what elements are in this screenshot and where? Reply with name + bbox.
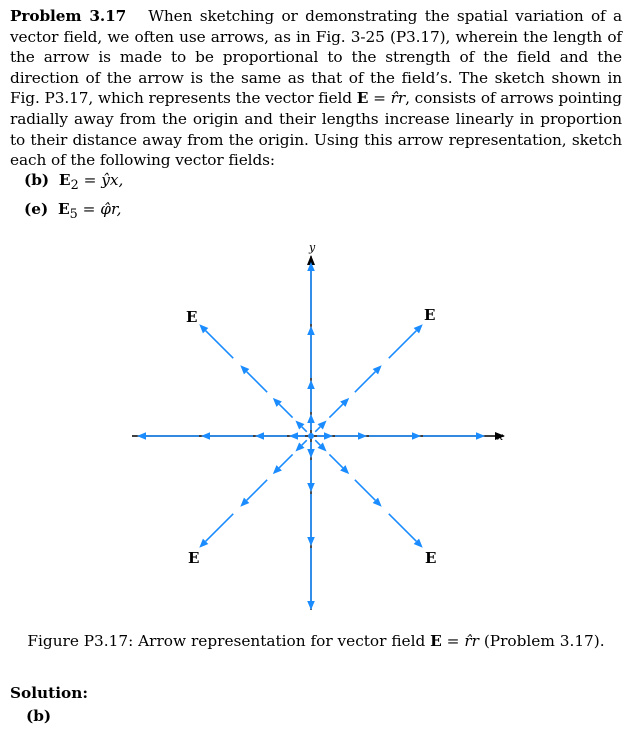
x-axis-label: x: [497, 430, 504, 443]
solution-heading: Solution:: [10, 684, 89, 702]
field-arrow-up-3: [307, 326, 315, 378]
item-b-symbol: E: [58, 171, 71, 189]
item-b-label: (b): [24, 171, 50, 189]
field-arrow-upper-left-3: [240, 365, 267, 392]
item-e: [24, 199, 122, 225]
field-arrow-lower-left-2: [273, 454, 293, 474]
field-arrow-lower-right-2: [329, 454, 349, 474]
field-arrow-upper-right-3: [355, 365, 382, 392]
field-arrow-left-1: [289, 432, 305, 440]
field-arrow-upper-right-2: [329, 398, 349, 418]
label-upper-right: E: [424, 306, 436, 324]
field-arrow-upper-right-4: [389, 324, 423, 358]
problem-label: Problem 3.17: [10, 7, 127, 25]
field-arrow-upper-left-2: [273, 398, 293, 418]
field-arrow-right-1: [317, 432, 333, 440]
caption-prefix: Figure P3.17: Arrow representation for vector field: [27, 632, 431, 650]
item-e-symbol: E: [57, 200, 70, 218]
vector-field-figure: [120, 240, 520, 620]
problem-statement: [10, 6, 622, 171]
field-arrow-up-2: [307, 380, 315, 412]
field-expression: = r̂r: [368, 89, 406, 108]
field-arrow-left-4: [137, 432, 199, 440]
field-arrow-lower-left-4: [199, 514, 233, 548]
field-arrow-lower-left-3: [240, 480, 267, 507]
figure-caption: [0, 632, 632, 650]
label-lower-left: E: [188, 549, 200, 567]
field-arrow-lower-right-3: [355, 480, 382, 507]
item-e-expression: = φ̂r,: [77, 200, 122, 218]
field-arrow-upper-left-4: [199, 324, 233, 358]
problem-text-2: , consists of arrows pointing radially away from the origin and their lengths increase linearly in proportion to their distance away from the origin. Using this arrow representation, sketch each of the following vector fields:: [10, 89, 622, 170]
field-arrow-up-1: [307, 414, 315, 430]
field-arrow-down-1: [307, 442, 315, 458]
field-arrow-lower-right-4: [389, 514, 423, 548]
item-b-expression: = ŷx,: [78, 171, 124, 189]
field-arrow-right-3: [369, 432, 421, 440]
problem-text-1: When sketching or demonstrating the spatial variation of a vector field, we often use arrows, as in Fig. 3-25 (P3.17), wherein the length of the arrow is made to be proportional to the strength of the field and the direction of the arrow is the same as that of the field’s. The sketch shown in Fig. P3.17, which represents the vector field: [10, 7, 622, 108]
field-arrow-lower-right-1: [315, 440, 326, 451]
field-arrow-upper-left-1: [295, 420, 306, 431]
field-arrow-upper-right-1: [315, 420, 326, 431]
field-arrow-right-2: [335, 432, 367, 440]
field-arrow-left-2: [255, 432, 287, 440]
caption-expression: = r̂r: [441, 632, 479, 650]
item-b-subscript: 2: [70, 178, 79, 194]
solution-part-b: (b): [26, 707, 52, 725]
item-e-subscript: 5: [69, 207, 78, 223]
field-symbol: E: [356, 89, 369, 108]
field-arrow-up-4: [307, 262, 315, 324]
label-upper-left: E: [186, 308, 198, 326]
field-arrow-right-4: [423, 432, 485, 440]
field-arrow-down-3: [307, 494, 315, 546]
field-arrow-lower-left-1: [295, 440, 306, 451]
item-b: [24, 170, 123, 196]
field-arrow-down-4: [307, 548, 315, 610]
caption-symbol: E: [430, 632, 442, 650]
item-e-label: (e): [24, 200, 49, 218]
caption-suffix: (Problem 3.17).: [478, 632, 605, 650]
y-axis-label: y: [309, 241, 316, 254]
label-lower-right: E: [425, 549, 437, 567]
field-arrow-left-3: [201, 432, 253, 440]
origin-dot: [308, 433, 314, 439]
field-arrow-down-2: [307, 460, 315, 492]
